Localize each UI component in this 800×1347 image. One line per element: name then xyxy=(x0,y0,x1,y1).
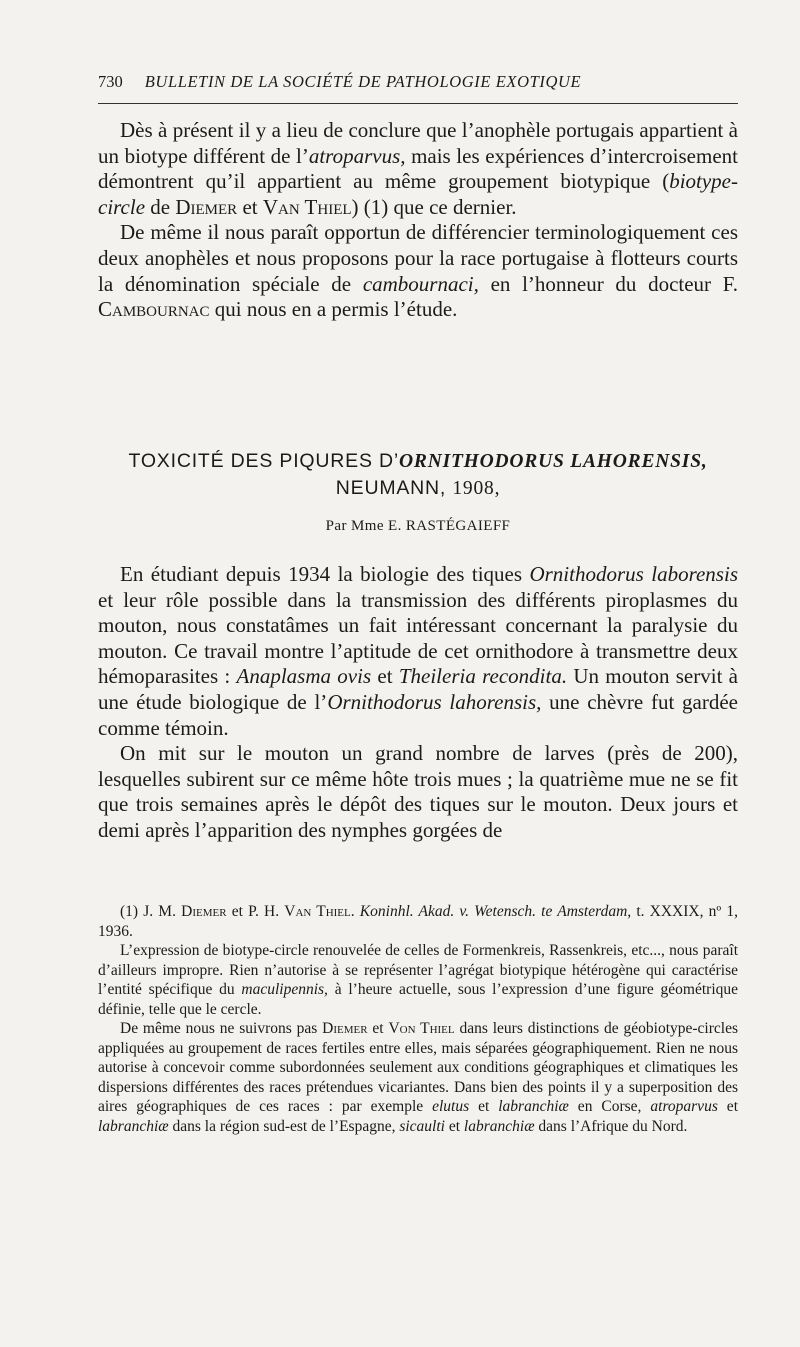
text-run: en l’honneur du docteur F. xyxy=(478,271,738,296)
term-cambournaci: cambournaci, xyxy=(362,271,479,296)
text-run: et xyxy=(717,1098,738,1115)
text-run: une chèvre fut gardée comme témoin. xyxy=(98,689,738,740)
intro-section xyxy=(98,118,738,323)
text-run: De même il nous paraît opportun de différencier terminologiquement ces deux anophèles et nous proposons pour la race portugaise à flotteurs courts la dénomination spéciale de xyxy=(98,220,738,296)
species-anaplasma-ovis: Anaplasma ovis xyxy=(236,664,372,689)
footnotes xyxy=(98,902,738,1136)
text-run: qui nous en a permis l’étude. xyxy=(209,297,458,322)
citation-source: Koninhl. Akad. v. Wetensch. te Amsterdam, xyxy=(359,903,632,920)
footnote-ref: ) (1) que ce dernier. xyxy=(351,194,517,219)
text-run: dans la région sud-est de l’Espagne, xyxy=(168,1117,400,1135)
title-year: 1908, xyxy=(452,478,501,499)
text-run: L’expression de biotype-circle renouvelée de celles de Formenkreis, Rassenkreis, etc..., nous paraît d’ailleurs impropre. Rien n’autorise à se représenter l’agrégat biotypique hétérogène qui caractérise l’entité spécifique du xyxy=(98,942,738,998)
text-run: t. XXXIX, nº 1, 1936. xyxy=(98,903,738,940)
journal-title: BULLETIN DE LA SOCIÉTÉ DE PATHOLOGIE EXOTIQUE xyxy=(144,72,582,91)
text-run: et xyxy=(469,1098,499,1115)
text-run: à l’heure actuelle, sous l’expression d’une figure géométrique définie, telle que le cercle. xyxy=(98,981,738,1018)
title-author: NEUMANN, xyxy=(335,477,447,499)
article-body xyxy=(98,562,738,844)
intro-paragraph-2 xyxy=(98,220,738,322)
text-run: et leur rôle possible dans la transmission des différents piroplasmes du mouton, nous constatâmes un fait intéressant concernant la paralysie du mouton. Ce travail montre l’aptitude de cet ornithodore à transmettre deux hémoparasites : xyxy=(98,587,738,689)
text-run: dans l’Afrique du Nord. xyxy=(534,1117,688,1135)
author-van-thiel: Van Thiel xyxy=(262,194,352,219)
body-paragraph-1 xyxy=(98,562,738,741)
term-labranchiae: labranchiæ xyxy=(463,1117,535,1135)
title-prefix: TOXICITÉ DES PIQURES D’ xyxy=(128,450,399,472)
article-title-line-2 xyxy=(98,475,738,502)
text-run: en Corse, xyxy=(568,1098,651,1115)
author-van-thiel: Van Thiel. xyxy=(284,903,355,920)
text-run: de xyxy=(145,194,176,219)
term-maculipennis: maculipennis, xyxy=(241,981,328,998)
term-elutus: elutus xyxy=(432,1098,470,1115)
term-atroparvus: atroparvus, xyxy=(308,143,406,168)
body-paragraph-2: On mit sur le mouton un grand nombre de larves (près de 200), lesquelles subirent sur ce même hôte trois mues ; la quatrième mue ne se fit que trois semaines après le dépôt des tiques sur le mouton. Deux jours et demi après l’apparition des nymphes gorgées de xyxy=(98,741,738,842)
term-labranchiae: labranchiæ xyxy=(498,1098,569,1115)
author-diemer: Diemer xyxy=(181,903,227,920)
article-title-line-1 xyxy=(98,448,738,475)
footnote-1 xyxy=(98,902,738,941)
text-run: dans leurs distinctions de géobiotype-circles appliquées au groupement de races fertiles entre elles, mais séparées géographiquement. Rien ne nous autorise à concevoir comme subordonnées seulement aux conditions géographiques et climatiques les dispersions différentes des races prétendues vicariantes. Dans bien des points il y a superposition des aires géographiques de ces races : par exemple xyxy=(98,1020,738,1115)
author-diemer: Diemer xyxy=(322,1020,368,1037)
byline: Par Mme E. RASTÉGAIEFF xyxy=(325,518,511,534)
term-atroparvus: atroparvus xyxy=(650,1098,718,1115)
text-run: et xyxy=(237,194,263,219)
species-theileria-recondita: Theileria recondita. xyxy=(398,664,568,689)
species-ornithodorus-laborensis: Ornithodorus laborensis xyxy=(529,562,738,586)
term-labranchiae: labranchiæ xyxy=(98,1117,169,1135)
text-run: et xyxy=(367,1020,389,1037)
term-biotype-circle: biotype-circle xyxy=(98,169,738,219)
text-run: De même nous ne suivrons pas xyxy=(120,1020,323,1037)
running-head xyxy=(98,72,738,92)
article-title-block xyxy=(98,448,738,535)
footnote-3 xyxy=(98,1019,738,1136)
text-run: Un mouton servit à une étude biologique de l’ xyxy=(98,664,739,714)
text-run: En étudiant depuis 1934 la biologie des tiques xyxy=(120,562,530,586)
text-run: (1) J. M. xyxy=(120,903,182,920)
text-run: et xyxy=(371,664,399,689)
footnote-2 xyxy=(98,941,738,1019)
text-run: et xyxy=(444,1117,464,1135)
title-species: ORNITHODORUS LAHORENSIS, xyxy=(399,451,708,472)
text-run: mais les expériences d’intercroisement démontrent qu’il appartient au même groupement biotypique ( xyxy=(98,143,738,194)
author-von-thiel: Von Thiel xyxy=(388,1020,455,1037)
intro-paragraph-1 xyxy=(98,118,738,220)
header-rule xyxy=(98,103,738,104)
page-number: 730 xyxy=(98,72,123,91)
term-sicaulti: sicaulti xyxy=(399,1117,445,1135)
person-cambournac: Cambournac xyxy=(98,297,210,322)
text-run: et P. H. xyxy=(226,903,285,920)
species-ornithodorus-lahorensis: Ornithodorus lahorensis, xyxy=(327,689,542,714)
author-diemer: Diemer xyxy=(175,194,238,219)
text-run: Dès à présent il y a lieu de conclure que l’anophèle portugais appartient à un biotype différent de l’ xyxy=(98,118,738,168)
